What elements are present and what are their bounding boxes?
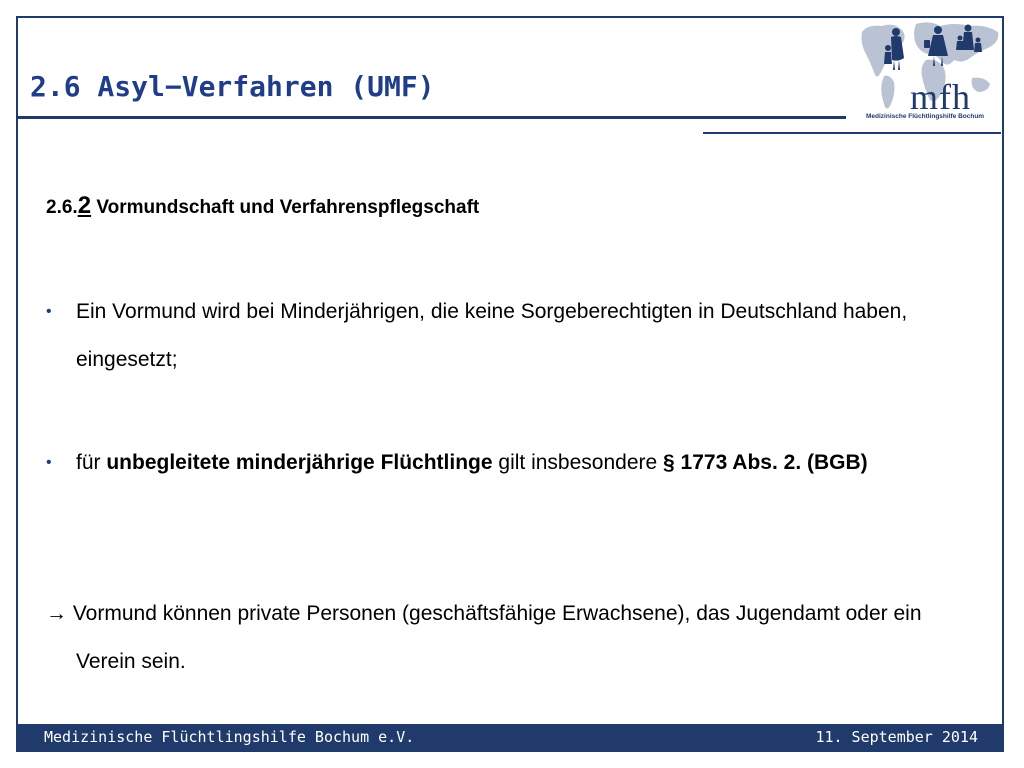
bullet-item bbox=[46, 288, 966, 384]
arrow-icon: → bbox=[46, 602, 67, 625]
bullet-text-emphasis: unbegleitete minderjährige Flüchtlinge bbox=[106, 451, 493, 474]
title-divider bbox=[18, 116, 846, 119]
bullet-marker: • bbox=[46, 454, 52, 471]
logo-wordmark: mfh bbox=[910, 77, 971, 117]
bullet-text-part: Ein Vormund wird bei Minderjährigen, die keine Sorgeberechtigten in Deutschland haben, eingesetzt; bbox=[76, 300, 908, 371]
conclusion-body: Vormund können private Personen (geschäftsfähige Erwachsene), das Jugendamt oder ein Verein sein. bbox=[67, 602, 922, 673]
conclusion-text bbox=[46, 590, 966, 686]
bullet-marker: • bbox=[46, 303, 52, 320]
footer-organization: Medizinische Flüchtlingshilfe Bochum e.V. bbox=[44, 728, 415, 746]
bullet-text-emphasis: § 1773 Abs. 2. (BGB) bbox=[663, 451, 868, 474]
footer-date: 11. September 2014 bbox=[815, 728, 978, 746]
slide-title: 2.6 Asyl−Verfahren (UMF) bbox=[30, 70, 435, 103]
subheading-text: Vormundschaft und Verfahrenspflegschaft bbox=[91, 197, 480, 218]
section-subheading bbox=[46, 192, 479, 220]
bullet-item bbox=[46, 439, 966, 487]
bullet-text bbox=[76, 288, 966, 384]
subheading-number: 2 bbox=[77, 192, 92, 219]
mfh-logo bbox=[858, 18, 1002, 126]
footer-bar bbox=[16, 724, 1004, 752]
bullet-text-part: gilt insbesondere bbox=[492, 451, 664, 474]
bullet-text bbox=[76, 439, 966, 487]
subheading-prefix: 2.6. bbox=[46, 197, 78, 218]
conclusion-paragraph bbox=[46, 590, 966, 686]
logo-subtitle: Medizinische Flüchtlingshilfe Bochum bbox=[866, 113, 985, 120]
logo-divider bbox=[703, 132, 1001, 134]
bullet-text-part: für bbox=[76, 451, 107, 474]
